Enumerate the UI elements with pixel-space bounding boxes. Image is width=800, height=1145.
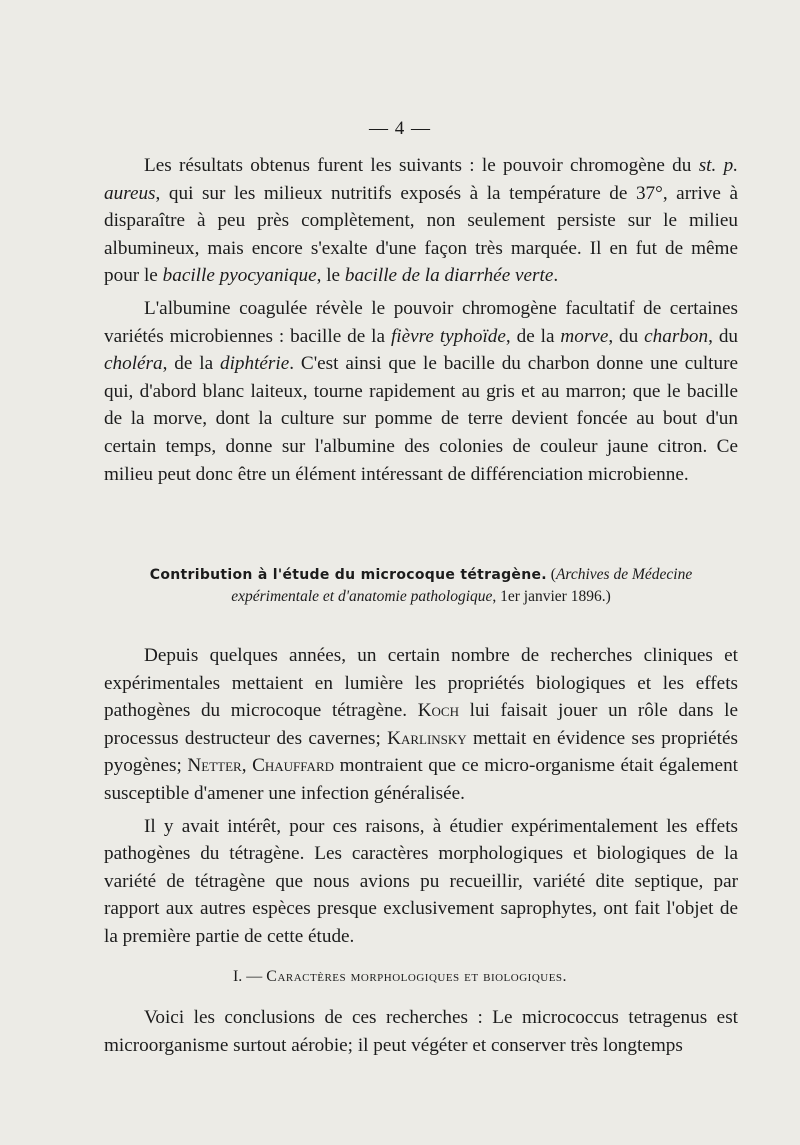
section-number: I. —: [232, 968, 267, 985]
paragraph-study-purpose: Il y avait intérêt, pour ces raisons, à étudier expérimentalement les effets pathogènes du tétragène. Les caractères morphologiques et biologiques de la variété de tétragène que nous avions pu recueillir, variété dite septique, par rapport aux autres espèces presque exclusivement saprophytes, ont fait l'objet de la première partie de cette étude.: [104, 815, 738, 947]
intro-section: [104, 152, 738, 488]
body-section: [104, 642, 738, 951]
text-span: mettait en évidence ses propriétés pyogènes;: [104, 727, 738, 777]
italic-term: diphtérie: [219, 353, 290, 375]
text-span: , de la: [162, 353, 220, 375]
text-span: . C'est ainsi que le bacille du charbon donne une culture qui, d'abord blanc laiteux, tourne rapidement au gris et au marron; que le bacille de la morve, dont la culture sur pomme de terre devient foncée au bout d'un certain temps, donne sur l'albumine des colonies de couleur jaune citron. Ce milieu peut donc être un élément intéressant de différenciation microbienne.: [104, 353, 738, 485]
journal-name: Archives de Médecine expérimentale et d'anatomie pathologique: [231, 566, 693, 605]
text-span: , de la: [505, 325, 561, 347]
text-span: , du: [708, 325, 739, 347]
text-span: lui faisait jouer un rôle dans le processus destructeur des cavernes;: [104, 700, 738, 749]
text-span: Les résultats obtenus furent les suivants : le pouvoir chromogène du: [144, 155, 699, 176]
italic-term: fièvre typhoïde: [390, 325, 506, 347]
text-span: (: [546, 566, 556, 583]
text-span: , qui sur les milieux nutritifs exposés à la température de 37°, arrive à disparaître à peu près complètement, non seulement persiste sur le milieu albumineux, mais encore s'exalte d'une façon très marquée. Il en fut de même pour le: [104, 182, 738, 287]
text-span: .: [553, 265, 559, 287]
paragraph-conclusions: Voici les conclusions de ces recherches : Le micrococcus tetragenus est microorganisme surtout aérobie; il peut végéter et conserver très longtemps: [104, 1007, 738, 1056]
author-name: Chauffard: [252, 755, 334, 777]
italic-term: choléra: [104, 353, 163, 375]
section-heading: [0, 968, 800, 986]
author-name: Netter: [187, 755, 242, 777]
author-name: Karlinsky: [387, 727, 467, 749]
italic-term: bacille de la diarrhée verte: [344, 265, 554, 287]
paragraph-results: [104, 152, 738, 290]
paragraph-background: [104, 642, 738, 808]
contribution-heading: Contribution à l'étude du microcoque tétragène.: [149, 567, 547, 583]
contribution-title: [104, 564, 738, 608]
italic-term: bacille pyocyanique: [162, 265, 317, 287]
italic-term: st. p. aureus: [104, 155, 738, 204]
text-span: ,: [241, 755, 253, 777]
text-span: L'albumine coagulée révèle le pouvoir chromogène facultatif de certaines variétés microbiennes : bacille de la: [104, 297, 738, 347]
author-name: Koch: [417, 700, 459, 722]
italic-term: morve: [560, 325, 609, 347]
section-title: Caractères morphologiques et biologiques.: [266, 968, 568, 985]
publication-date: , 1er janvier 1896.): [492, 588, 611, 605]
text-span: , le: [316, 265, 345, 287]
text-span: montraient que ce micro-organisme était également susceptible d'amener une infection généralisée.: [104, 755, 738, 804]
text-span: , du: [608, 325, 645, 347]
closing-section: [104, 1004, 738, 1059]
paragraph-albumine: [104, 295, 738, 488]
page-number: — 4 —: [369, 118, 431, 139]
text-span: Depuis quelques années, un certain nombre de recherches cliniques et expérimentales mettaient en lumière les propriétés biologiques et les effets pathogènes du microcoque tétragène.: [104, 645, 738, 722]
italic-term: charbon: [644, 325, 709, 347]
